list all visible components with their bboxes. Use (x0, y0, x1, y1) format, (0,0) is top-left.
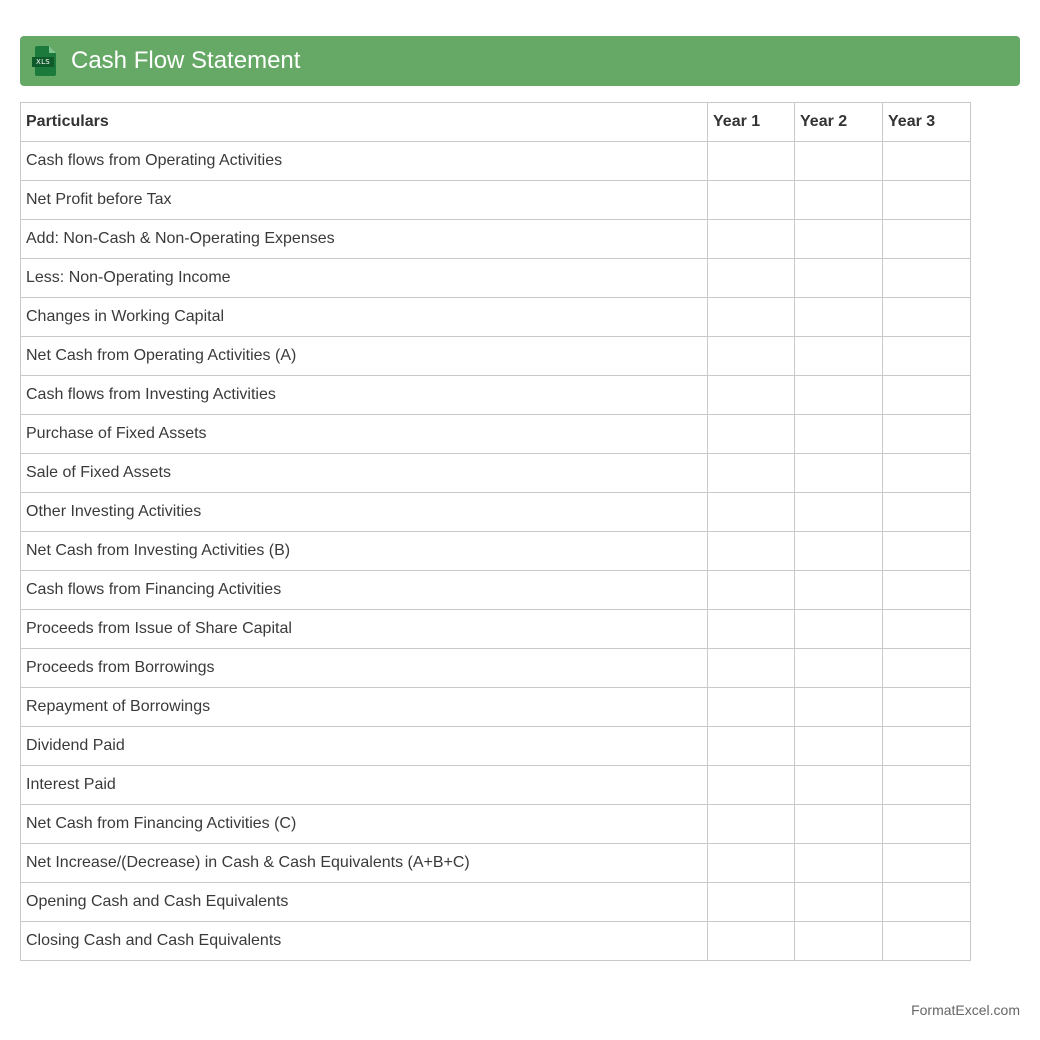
year-2-cell[interactable] (795, 805, 883, 844)
year-1-cell[interactable] (708, 142, 795, 181)
table-header-row (21, 103, 971, 142)
year-2-cell[interactable] (795, 415, 883, 454)
year-2-cell[interactable] (795, 844, 883, 883)
year-3-cell[interactable] (883, 844, 971, 883)
year-2-cell[interactable] (795, 532, 883, 571)
row-label: Closing Cash and Cash Equivalents (21, 922, 708, 961)
row-label: Net Cash from Investing Activities (B) (21, 532, 708, 571)
year-3-cell[interactable] (883, 259, 971, 298)
year-2-cell[interactable] (795, 922, 883, 961)
row-label: Cash flows from Financing Activities (21, 571, 708, 610)
xls-file-icon (32, 46, 58, 76)
year-1-cell[interactable] (708, 376, 795, 415)
row-label: Proceeds from Issue of Share Capital (21, 610, 708, 649)
year-3-cell[interactable] (883, 571, 971, 610)
year-3-cell[interactable] (883, 688, 971, 727)
cash-flow-table (20, 102, 971, 961)
row-label: Less: Non-Operating Income (21, 259, 708, 298)
year-3-cell[interactable] (883, 454, 971, 493)
year-2-cell[interactable] (795, 493, 883, 532)
year-1-cell[interactable] (708, 727, 795, 766)
year-3-cell[interactable] (883, 181, 971, 220)
row-label: Net Profit before Tax (21, 181, 708, 220)
row-label: Other Investing Activities (21, 493, 708, 532)
year-3-cell[interactable] (883, 532, 971, 571)
row-label: Sale of Fixed Assets (21, 454, 708, 493)
year-2-cell[interactable] (795, 883, 883, 922)
row-label: Interest Paid (21, 766, 708, 805)
year-1-cell[interactable] (708, 220, 795, 259)
year-1-cell[interactable] (708, 454, 795, 493)
year-1-cell[interactable] (708, 649, 795, 688)
row-label: Opening Cash and Cash Equivalents (21, 883, 708, 922)
year-3-cell[interactable] (883, 376, 971, 415)
table-row (21, 298, 971, 337)
row-label: Net Cash from Financing Activities (C) (21, 805, 708, 844)
table-row (21, 142, 971, 181)
year-3-cell[interactable] (883, 805, 971, 844)
year-3-cell[interactable] (883, 493, 971, 532)
table-row (21, 454, 971, 493)
row-label: Add: Non-Cash & Non-Operating Expenses (21, 220, 708, 259)
year-2-cell[interactable] (795, 337, 883, 376)
year-1-cell[interactable] (708, 415, 795, 454)
year-1-cell[interactable] (708, 259, 795, 298)
year-3-cell[interactable] (883, 610, 971, 649)
row-label: Cash flows from Operating Activities (21, 142, 708, 181)
table-row (21, 415, 971, 454)
year-1-cell[interactable] (708, 922, 795, 961)
table-row (21, 766, 971, 805)
table-row (21, 688, 971, 727)
year-3-cell[interactable] (883, 649, 971, 688)
year-3-cell[interactable] (883, 298, 971, 337)
table-row (21, 259, 971, 298)
column-header-year-1: Year 1 (708, 103, 795, 142)
table-row (21, 610, 971, 649)
year-1-cell[interactable] (708, 766, 795, 805)
row-label: Changes in Working Capital (21, 298, 708, 337)
year-1-cell[interactable] (708, 337, 795, 376)
year-3-cell[interactable] (883, 220, 971, 259)
year-2-cell[interactable] (795, 610, 883, 649)
table-row (21, 649, 971, 688)
year-1-cell[interactable] (708, 883, 795, 922)
table-row (21, 727, 971, 766)
year-1-cell[interactable] (708, 298, 795, 337)
year-2-cell[interactable] (795, 142, 883, 181)
year-1-cell[interactable] (708, 493, 795, 532)
year-1-cell[interactable] (708, 844, 795, 883)
table-row (21, 844, 971, 883)
year-3-cell[interactable] (883, 922, 971, 961)
column-header-year-3: Year 3 (883, 103, 971, 142)
year-2-cell[interactable] (795, 571, 883, 610)
xls-icon-label: XLS (32, 57, 54, 67)
year-1-cell[interactable] (708, 610, 795, 649)
table-row (21, 922, 971, 961)
table-row (21, 376, 971, 415)
table-row (21, 181, 971, 220)
row-label: Net Cash from Operating Activities (A) (21, 337, 708, 376)
year-1-cell[interactable] (708, 532, 795, 571)
row-label: Proceeds from Borrowings (21, 649, 708, 688)
table-row (21, 883, 971, 922)
year-2-cell[interactable] (795, 298, 883, 337)
year-2-cell[interactable] (795, 181, 883, 220)
table-row (21, 493, 971, 532)
year-3-cell[interactable] (883, 142, 971, 181)
table-row (21, 571, 971, 610)
year-2-cell[interactable] (795, 220, 883, 259)
row-label: Dividend Paid (21, 727, 708, 766)
year-1-cell[interactable] (708, 805, 795, 844)
table-row (21, 220, 971, 259)
row-label: Repayment of Borrowings (21, 688, 708, 727)
year-3-cell[interactable] (883, 337, 971, 376)
year-1-cell[interactable] (708, 571, 795, 610)
year-3-cell[interactable] (883, 883, 971, 922)
row-label: Cash flows from Investing Activities (21, 376, 708, 415)
year-2-cell[interactable] (795, 649, 883, 688)
year-2-cell[interactable] (795, 688, 883, 727)
year-2-cell[interactable] (795, 727, 883, 766)
page-title: Cash Flow Statement (71, 47, 301, 74)
page-header (20, 36, 1020, 86)
year-3-cell[interactable] (883, 727, 971, 766)
year-3-cell[interactable] (883, 766, 971, 805)
row-label: Net Increase/(Decrease) in Cash & Cash Equivalents (A+B+C) (21, 844, 708, 883)
brand-footer: FormatExcel.com (911, 1002, 1020, 1018)
year-1-cell[interactable] (708, 688, 795, 727)
column-header-particulars: Particulars (21, 103, 708, 142)
year-2-cell[interactable] (795, 766, 883, 805)
year-2-cell[interactable] (795, 376, 883, 415)
year-1-cell[interactable] (708, 181, 795, 220)
table-row (21, 337, 971, 376)
year-2-cell[interactable] (795, 454, 883, 493)
table-row (21, 532, 971, 571)
row-label: Purchase of Fixed Assets (21, 415, 708, 454)
year-2-cell[interactable] (795, 259, 883, 298)
table-row (21, 805, 971, 844)
column-header-year-2: Year 2 (795, 103, 883, 142)
year-3-cell[interactable] (883, 415, 971, 454)
